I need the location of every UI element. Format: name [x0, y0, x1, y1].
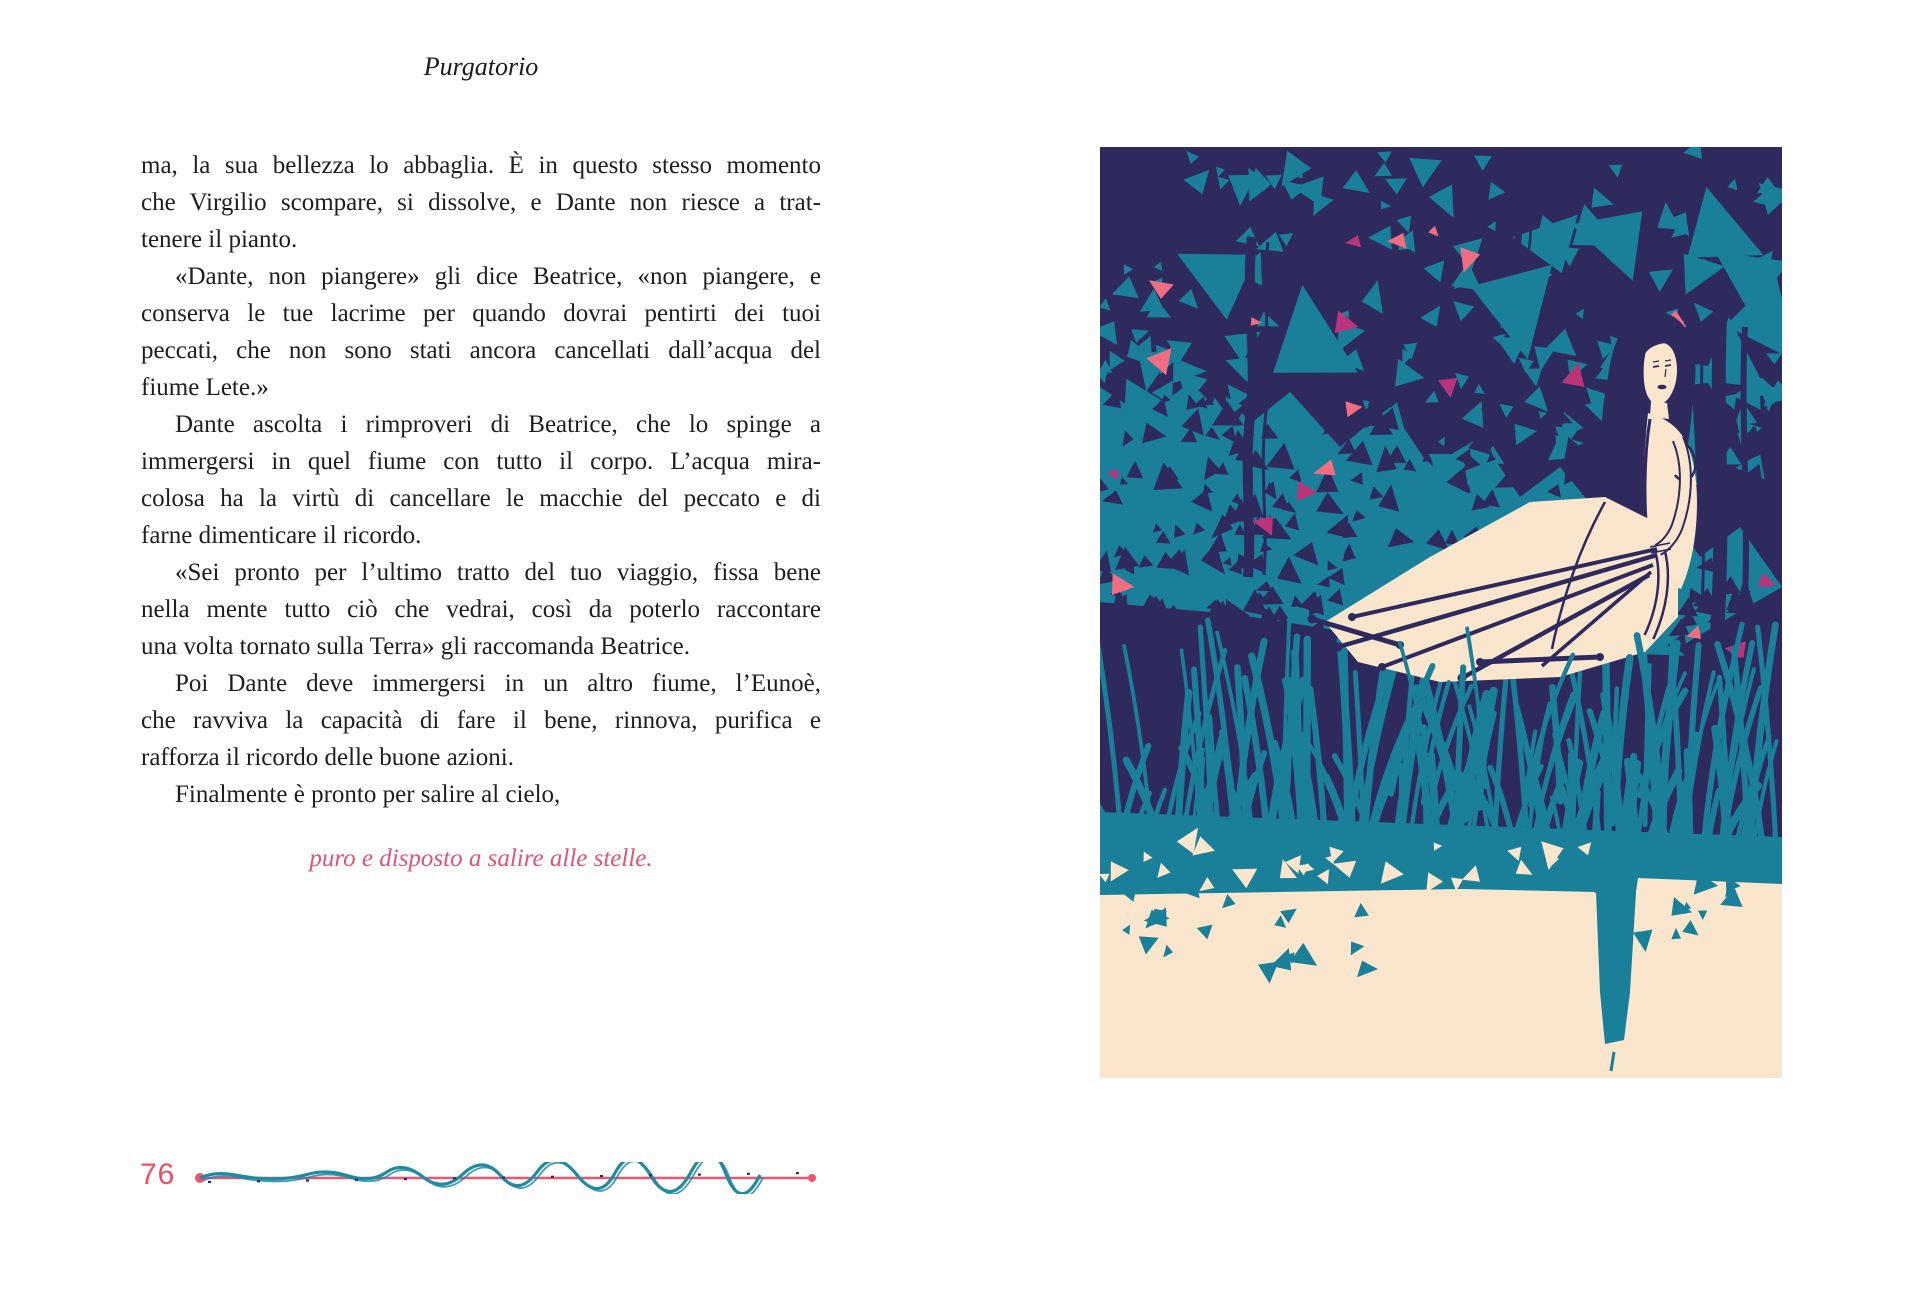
text-line: peccati, che non sono stati ancora cancellati dall’acqua del	[141, 337, 821, 364]
divider-line	[195, 1162, 816, 1194]
text-line: «Dante, non piangere» gli dice Beatrice, «non piangere, e	[175, 263, 821, 290]
text-line: che Virgilio scompare, si dissolve, e Dante non riesce a trat-	[141, 189, 821, 216]
text-line: Poi Dante deve immergersi in un altro fiume, l’Eunoè,	[175, 670, 821, 697]
text-line: fiume Lete.»	[141, 374, 269, 401]
chapter-divider	[190, 1162, 820, 1194]
text-line: rafforza il ricordo delle buone azioni.	[141, 744, 514, 771]
text-line: nella mente tutto ciò che vedrai, così da poterlo raccontare	[141, 596, 821, 623]
running-head: Purgatorio	[423, 52, 539, 81]
body-text	[141, 147, 821, 813]
closing-quote: puro e disposto a salire alle stelle.	[309, 845, 653, 872]
text-line: conserva le tue lacrime per quando dovrai pentirti dei tuoi	[141, 300, 821, 327]
text-line: «Sei pronto per l’ultimo tratto del tuo viaggio, fissa bene	[175, 559, 821, 586]
text-line: tenere il pianto.	[141, 226, 298, 253]
text-line: ma, la sua bellezza lo abbaglia. È in questo stesso momento	[141, 152, 821, 179]
text-line: Dante ascolta i rimproveri di Beatrice, che lo spinge a	[175, 411, 821, 438]
illustration	[1100, 147, 1782, 1078]
text-line: che ravviva la capacità di fare il bene, rinnova, purifica e	[141, 707, 821, 734]
text-line: immergersi in quel fiume con tutto il corpo. L’acqua mira-	[141, 448, 821, 475]
text-line: farne dimenticare il ricordo.	[141, 522, 422, 549]
text-line: una volta tornato sulla Terra» gli raccomanda Beatrice.	[141, 633, 690, 660]
text-line: Finalmente è pronto per salire al cielo,	[175, 781, 561, 808]
page-number: 76	[140, 1158, 176, 1191]
text-line: colosa ha la virtù di cancellare le macchie del peccato e di	[141, 485, 821, 512]
